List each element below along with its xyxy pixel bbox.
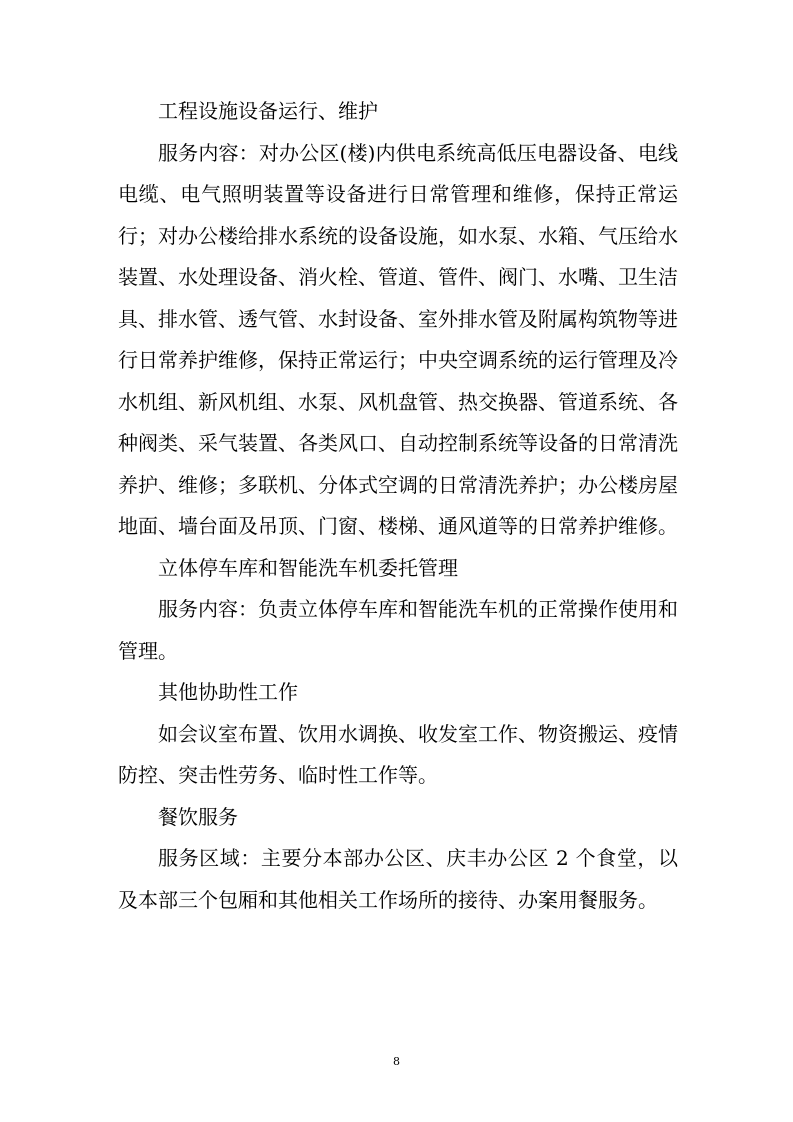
section-heading-auxiliary-work: 其他协助性工作	[158, 680, 298, 704]
paragraph-facility-maintenance-content: 服务内容：对办公区(楼)内供电系统高低压电器设备、电线电缆、电气照明装置等设备进行日常管理和维修，保持正常运行；对办公楼给排水系统的设备设施，如水泵、水箱、气压给水装置、水处理设备、消火栓、管道、管件、阀门、水嘴、卫生洁具、排水管、透气管、水封设备、室外排水管及附属构筑物等进行日常养护维修，保持正常运行；中央空调系统的运行管理及冷水机组、新风机组、水泵、风机盘管、热交换器、管道系统、各种阀类、采气装置、各类风口、自动控制系统等设备的日常清洗养护、维修；多联机、分体式空调的日常清洗养护；办公楼房屋地面、墙台面及吊顶、门窗、楼梯、通风道等的日常养护维修。	[118, 140, 678, 538]
section-heading-catering: 餐饮服务	[158, 804, 238, 829]
section-heading-parking-car-wash: 立体停车库和智能洗车机委托管理	[158, 555, 458, 580]
paragraph-parking-car-wash-content: 服务内容：负责立体停车库和智能洗车机的正常操作使用和管理。	[118, 597, 678, 663]
paragraph-auxiliary-work-content: 如会议室布置、饮用水调换、收发室工作、物资搬运、疫情防控、突击性劳务、临时性工作等。	[118, 721, 678, 787]
document-body	[118, 91, 678, 921]
paragraph-catering-content: 服务区域：主要分本部办公区、庆丰办公区 2 个食堂，以及本部三个包厢和其他相关工作场所的接待、办案用餐服务。	[118, 846, 678, 912]
page-number: 8	[393, 1055, 400, 1068]
section-heading-facility-maintenance: 工程设施设备运行、维护	[158, 99, 378, 123]
